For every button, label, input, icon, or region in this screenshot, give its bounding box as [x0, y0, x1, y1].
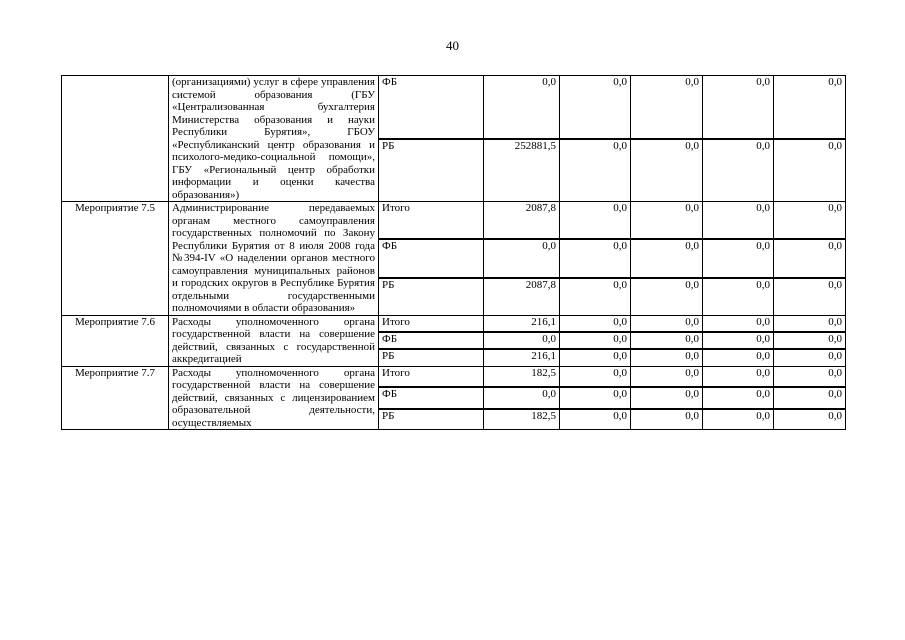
value-cell: 0,0 [631, 366, 703, 387]
funding-source-cell: Итого [379, 315, 484, 332]
value-cell: 0,0 [703, 349, 774, 366]
description-cell: (организациями) услуг в сфере управления системой образования (ГБУ «Централизованная бухгалтерия Министерства образования и науки Республики Бурятия», ГБОУ «Республиканский центр образования и психолого-медико-социальной помощи», ГБУ «Региональный центр обработки информации и оценки качества образования») [169, 76, 379, 202]
value-cell: 0,0 [774, 202, 846, 239]
table-row [62, 202, 846, 239]
value-cell: 0,0 [631, 387, 703, 409]
value-cell: 0,0 [560, 366, 631, 387]
budget-table [61, 75, 846, 430]
table-row [62, 315, 846, 332]
value-cell: 0,0 [560, 278, 631, 315]
activity-cell: Мероприятие 7.7 [62, 366, 169, 430]
value-cell: 216,1 [484, 315, 560, 332]
value-cell: 0,0 [703, 278, 774, 315]
description-cell: Расходы уполномоченного органа государственной власти на совершение действий, связанных с лицензированием образовательной деятельности, осуществляемых [169, 366, 379, 430]
funding-source-cell: ФБ [379, 76, 484, 139]
value-cell: 216,1 [484, 349, 560, 366]
funding-source-cell: РБ [379, 139, 484, 202]
value-cell: 0,0 [703, 315, 774, 332]
value-cell: 0,0 [484, 387, 560, 409]
value-cell: 0,0 [560, 349, 631, 366]
value-cell: 0,0 [703, 387, 774, 409]
page-number: 40 [446, 38, 459, 53]
value-cell: 0,0 [631, 332, 703, 349]
value-cell: 252881,5 [484, 139, 560, 202]
value-cell: 0,0 [774, 76, 846, 139]
value-cell: 0,0 [703, 332, 774, 349]
description-cell: Расходы уполномоченного органа государственной власти на совершение действий, связанных с государственной аккредитацией [169, 315, 379, 366]
value-cell: 0,0 [703, 409, 774, 430]
funding-source-cell: РБ [379, 349, 484, 366]
activity-cell [62, 76, 169, 202]
value-cell: 0,0 [631, 239, 703, 278]
value-cell: 0,0 [560, 315, 631, 332]
value-cell: 0,0 [774, 278, 846, 315]
value-cell: 0,0 [560, 387, 631, 409]
value-cell: 0,0 [631, 315, 703, 332]
value-cell: 0,0 [774, 332, 846, 349]
description-cell: Администрирование передаваемых органам местного самоуправления государственных полномочий по Закону Республики Бурятия от 8 июля 2008 года №394-IV «О наделении органов местного самоуправления муниципальных районов и городских округов в Республике Бурятия отдельными государственными полномочиями в области образования» [169, 202, 379, 316]
value-cell: 0,0 [703, 239, 774, 278]
value-cell: 2087,8 [484, 278, 560, 315]
value-cell: 0,0 [703, 139, 774, 202]
value-cell: 0,0 [631, 278, 703, 315]
value-cell: 0,0 [703, 366, 774, 387]
value-cell: 0,0 [560, 139, 631, 202]
value-cell: 0,0 [631, 202, 703, 239]
value-cell: 0,0 [703, 202, 774, 239]
value-cell: 0,0 [774, 366, 846, 387]
value-cell: 0,0 [774, 239, 846, 278]
value-cell: 0,0 [560, 202, 631, 239]
funding-source-cell: РБ [379, 409, 484, 430]
funding-source-cell: РБ [379, 278, 484, 315]
funding-source-cell: Итого [379, 202, 484, 239]
value-cell: 0,0 [631, 76, 703, 139]
funding-source-cell: Итого [379, 366, 484, 387]
value-cell: 2087,8 [484, 202, 560, 239]
table-row [62, 76, 846, 139]
table-body [62, 76, 846, 430]
value-cell: 0,0 [631, 409, 703, 430]
value-cell: 0,0 [774, 409, 846, 430]
value-cell: 0,0 [560, 409, 631, 430]
activity-cell: Мероприятие 7.5 [62, 202, 169, 316]
value-cell: 0,0 [774, 387, 846, 409]
funding-source-cell: ФБ [379, 332, 484, 349]
value-cell: 0,0 [484, 332, 560, 349]
funding-source-cell: ФБ [379, 387, 484, 409]
value-cell: 0,0 [484, 76, 560, 139]
value-cell: 0,0 [774, 349, 846, 366]
activity-cell: Мероприятие 7.6 [62, 315, 169, 366]
value-cell: 0,0 [484, 239, 560, 278]
table-row [62, 366, 846, 387]
value-cell: 0,0 [560, 239, 631, 278]
value-cell: 0,0 [703, 76, 774, 139]
value-cell: 0,0 [560, 332, 631, 349]
value-cell: 0,0 [631, 349, 703, 366]
value-cell: 0,0 [560, 76, 631, 139]
value-cell: 182,5 [484, 409, 560, 430]
funding-source-cell: ФБ [379, 239, 484, 278]
value-cell: 182,5 [484, 366, 560, 387]
value-cell: 0,0 [631, 139, 703, 202]
value-cell: 0,0 [774, 139, 846, 202]
value-cell: 0,0 [774, 315, 846, 332]
